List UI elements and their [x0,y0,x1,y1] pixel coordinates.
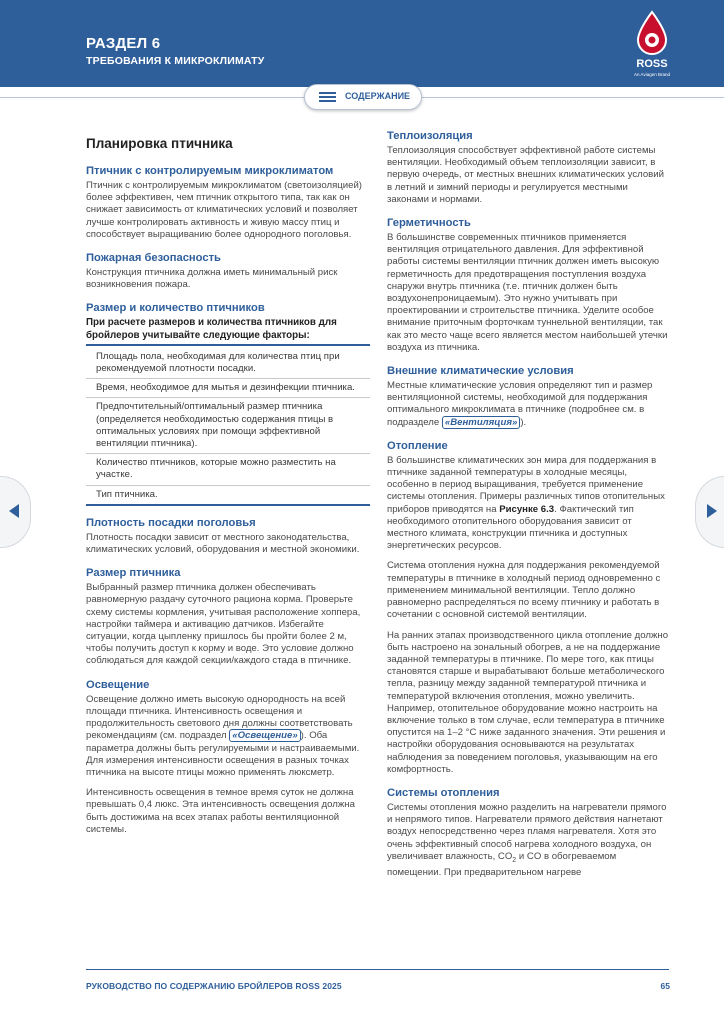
subscript: 2 [512,856,517,864]
page-number: 65 [660,981,670,991]
section-number: РАЗДЕЛ 6 [86,35,161,52]
section-fire-safety [86,252,370,291]
section-house-size [86,567,370,667]
text-span: Системы отопления можно разделить на нагреватели прямого и непрямого типов. Нагреватели прямого действия нагнетают воздух непосредственно через пламя нагревателя. Хотя это очень эффективный способ нагрева холодного воздуха, он увеличивает влажность, CO [387,801,667,862]
logo-name: ROSS [636,58,668,70]
text-span: и CO в обогреваемом помещении. При предварительном нагреве [387,850,617,878]
text-span: Местные климатические условия определяют тип и размер вентиляционной системы, необходимой для поддержания оптимального микроклимата в птичнике (подробнее см. в подразделе [387,380,653,428]
section-heading: Отопление [387,439,448,452]
arrow-left-icon [9,504,20,518]
right-column [387,130,669,890]
section-heading: Герметичность [387,217,471,230]
text-span: В большинстве климатических зон мира для поддержания в птичнике заданной температуры в холодные месяцы, особенно в период выращивания, требуется применение системы отопления. Примеры различных типов отопительных приборов приводятся на [387,454,665,515]
section-heating-systems [387,787,669,879]
section-lighting [86,679,370,836]
contents-button[interactable] [304,84,422,110]
section-heading: Теплоизоляция [387,130,473,142]
section-text [387,380,669,429]
section-text: На ранних этапах производственного цикла отопление должно быть настроено на зональный обогрев, а не на поддержание заданной температуры в птичнике. По мере того, как птицы становятся старше и вырабатывают больше метаболического тепла, разницу между заданной температурой птичника и температурой включения отопления, можно увеличить. Например, отопительное оборудование можно настроить на включение только в том случае, если температура в птичнике опустится на 1–2 °C ниже заданного значения. Эти решения и настройки оборудования основываются на результатах наблюдения за поведением поголовья, указывающим на его комфортность. [387,629,669,775]
page-header [0,0,724,87]
factor-row: Время, необходимое для мытья и дезинфекции птичника. [86,379,370,398]
logo-tagline: An Aviagen Brand [634,72,670,77]
section-heading: Пожарная безопасность [86,252,221,265]
section-house-size-number [86,302,370,505]
previous-page-button[interactable] [0,476,31,548]
section-text: Плотность посадки зависит от местного законодательства, климатических условий, оборудования и местной экономики. [86,531,360,556]
section-heating [387,440,669,776]
section-heading: Птичник с контролируемым микроклиматом [86,165,334,177]
ross-drop-icon [628,10,676,58]
section-climate [387,365,669,429]
arrow-right-icon [706,504,717,518]
next-page-button[interactable] [695,476,724,548]
ventilation-link[interactable]: «Вентиляция» [442,416,520,429]
section-heading: Внешние климатические условия [387,365,574,378]
ross-logo [628,10,676,82]
section-airtightness [387,217,669,354]
section-heading: Освещение [86,678,150,691]
section-insulation [387,130,669,206]
section-text: Интенсивность освещения в темное время суток не должна превышать 0,4 люкс. Эта интенсивность освещения должна быть достижима на всех этапах работы вентиляционной системы. [86,787,355,835]
lighting-link[interactable]: «Освещение» [229,729,300,742]
footer-divider [86,969,669,970]
section-heading: Системы отопления [387,786,500,799]
factor-row: Площадь пола, необходимая для количества птиц при рекомендуемой плотности посадки. [86,348,370,379]
footer-title: РУКОВОДСТВО ПО СОДЕРЖАНИЮ БРОЙЛЕРОВ ROSS 2025 [86,981,342,991]
text-span: Освещение должно иметь высокую однородность на всей площади птичника. Интенсивность освещения и продолжительность светового дня должны соответствовать рекомендациям (см. подраздел [86,693,353,742]
factors-intro: При расчете размеров и количества птичников для бройлеров учитывайте следующие факторы: [86,317,370,345]
section-text: Птичник с контролируемым микроклиматом (светоизоляцией) более эффективен, чем птичник открытого типа, так как он снижает зависимость от климатических условий и позволяет лучше контролировать активность и живую массу птиц и способствует выращиванию более однородного поголовья. [86,180,363,240]
page-title: Планировка птичника [86,136,233,151]
section-text [387,455,669,553]
section-heading: Плотность посадки поголовья [86,516,256,529]
section-heading: Размер и количество птичников [86,302,265,315]
section-title: ТРЕБОВАНИЯ К МИКРОКЛИМАТУ [86,55,265,67]
factors-table [86,348,370,506]
section-text [86,694,370,779]
figure-ref: Рисунке 6.3 [499,503,555,515]
section-stocking-density [86,517,370,556]
factor-row: Предпочтительный/оптимальный размер птичника (определяется необходимостью содержания птицы в оптимальных условиях при помощи эффективной вентиляции птичника). [86,398,370,454]
text-span: ). Оба параметра должны быть регулируемыми и настраиваемыми. Для измерения интенсивности освещения в разных точках птичника на высоте птицы можно применять люксметр. [86,730,360,778]
section-text: Теплоизоляция способствует эффективной работе системы вентиляции. Необходимый объем теплоизоляции зависит, в первую очередь, от местных внешних климатических условий в летний и зимний периоды и регулируется местными законами и нормами. [387,145,664,205]
section-text: Система отопления нужна для поддержания рекомендуемой температуры в птичнике в холодный период одновременно с применением минимальной вентиляции. Тепло должно равномерно распределяться по всему птичнику и работать в сочетании с основной системой вентиляции. [387,560,661,621]
factor-row: Количество птичников, которые можно разместить на участке. [86,454,370,485]
section-text [387,802,669,879]
section-text: Выбранный размер птичника должен обеспечивать равномерную раздачу суточного рациона корма. Проверьте схему системы кормления, учитывая расположение хоппера, настройки таймера и активацию датчиков. Избегайте ситуации, когда цыпленку пришлось бы пройти более 2 м, чтобы получить доступ к корму и воде. Это условие должно соблюдаться для каждой секции/каждого стада в птичнике. [86,582,361,667]
factor-row: Тип птичника. [86,486,370,506]
left-column [86,130,370,847]
menu-icon [319,92,336,102]
contents-label: СОДЕРЖАНИЕ [345,91,411,101]
text-span: ). [520,416,527,428]
text-span: . Фактический тип необходимого отопительного оборудования зависит от местного климата, конструкции птичника и доступных энергетических ресурсов. [387,503,634,552]
section-heading: Размер птичника [86,567,181,580]
section-text: В большинстве современных птичников применяется вентиляция отрицательного давления. Для эффективной работы системы вентиляции птичник должен иметь высокую герметичность для предотвращения поступления воздуха снаружи внутрь птичника (т.е. птичник должен быть воздухонепроницаемым). Это нужно учитывать при проектировании и строительстве птичника. Уделите особое внимание приточным форточкам туннельной вентиляции, так как это место чаще всего является местом наибольшей утечки воздуха из птичника. [387,232,668,353]
section-text: Конструкция птичника должна иметь минимальный риск возникновения пожара. [86,267,338,291]
section-controlled-house [86,165,370,241]
